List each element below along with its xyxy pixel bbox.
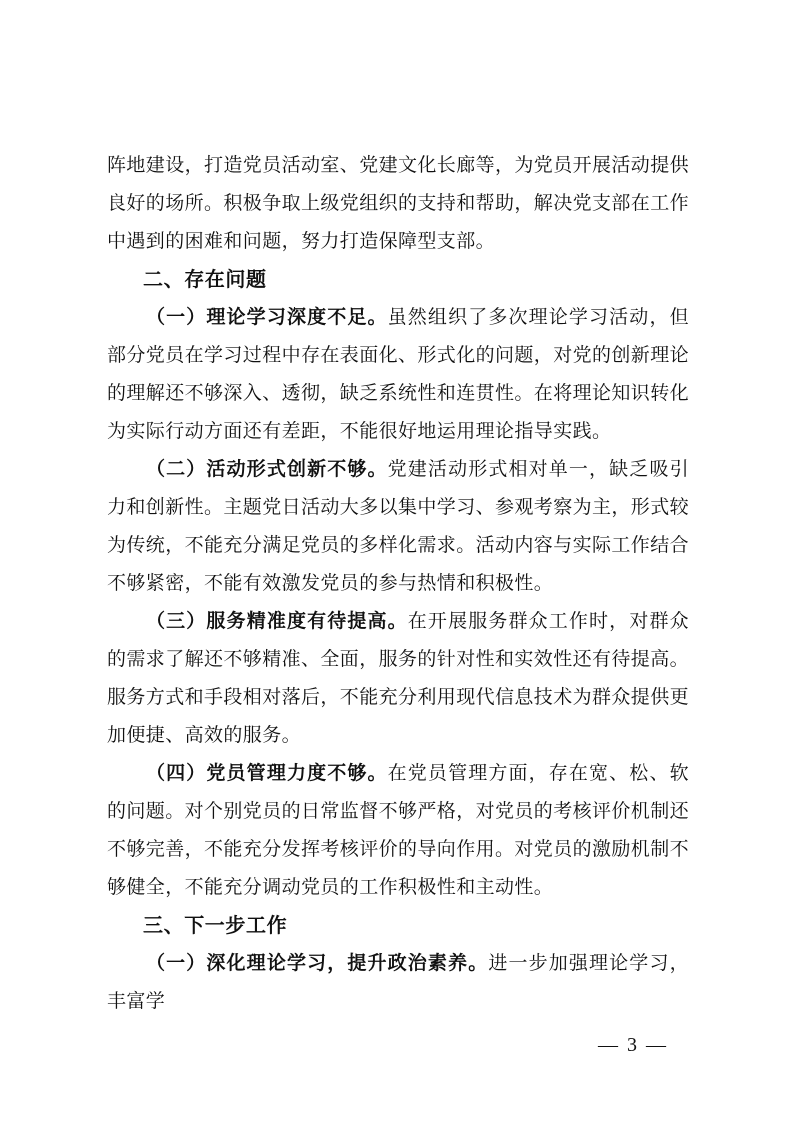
section-heading-next-steps: 三、下一步工作 bbox=[143, 913, 288, 937]
page-number: — 3 — bbox=[598, 1034, 668, 1056]
paragraph-text: 虽然组织了多次理论学习活动，但部分党员在学习过程中存在表面化、形式化的问题，对党的创新理论的理解还不够深入、透彻，缺乏系统性和连贯性。在将理论知识转化为实际行动方面还有差距，不能很好地运用理论指导实践。 bbox=[107, 306, 690, 442]
paragraph-text: 在开展服务群众工作时，对群众的需求了解还不够精准、全面，服务的针对性和实效性还有待提高。服务方式和手段相对落后，不能充分利用现代信息技术为群众提供更加便捷、高效的服务。 bbox=[107, 610, 690, 746]
paragraph-problem-3 bbox=[107, 602, 689, 754]
paragraph-text: 进一步加强理论学习，丰富学 bbox=[107, 952, 689, 1012]
paragraph-continuation bbox=[107, 146, 689, 260]
paragraph-lead: （一）深化理论学习，提升政治素养。 bbox=[146, 952, 489, 974]
paragraph-text: 在党员管理方面，存在宽、松、软的问题。对个别党员的日常监督不够严格，对党员的考核评价机制还不够完善，不能充分发挥考核评价的导向作用。对党员的激励机制不够健全，不能充分调动党员的工作积极性和主动性。 bbox=[107, 762, 690, 898]
paragraph-problem-2 bbox=[107, 450, 689, 602]
section-heading-problems: 二、存在问题 bbox=[143, 267, 267, 291]
paragraph-next-step-1 bbox=[107, 944, 689, 1020]
paragraph-text: 党建活动形式相对单一，缺乏吸引力和创新性。主题党日活动大多以集中学习、参观考察为主，形式较为传统，不能充分满足党员的多样化需求。活动内容与实际工作结合不够紧密，不能有效激发党员的参与热情和积极性。 bbox=[107, 458, 690, 594]
paragraph-text: 阵地建设，打造党员活动室、党建文化长廊等，为党员开展活动提供良好的场所。积极争取上级党组织的支持和帮助，解决党支部在工作中遇到的困难和问题，努力打造保障型支部。 bbox=[107, 154, 690, 252]
paragraph-lead: （四）党员管理力度不够。 bbox=[146, 762, 388, 784]
paragraph-lead: （二）活动形式创新不够。 bbox=[146, 458, 388, 480]
paragraph-problem-1 bbox=[107, 298, 689, 450]
document-body bbox=[107, 146, 689, 1020]
paragraph-lead: （三）服务精准度有待提高。 bbox=[146, 610, 408, 632]
paragraph-lead: （一）理论学习深度不足。 bbox=[146, 306, 388, 328]
paragraph-problem-4 bbox=[107, 754, 689, 906]
